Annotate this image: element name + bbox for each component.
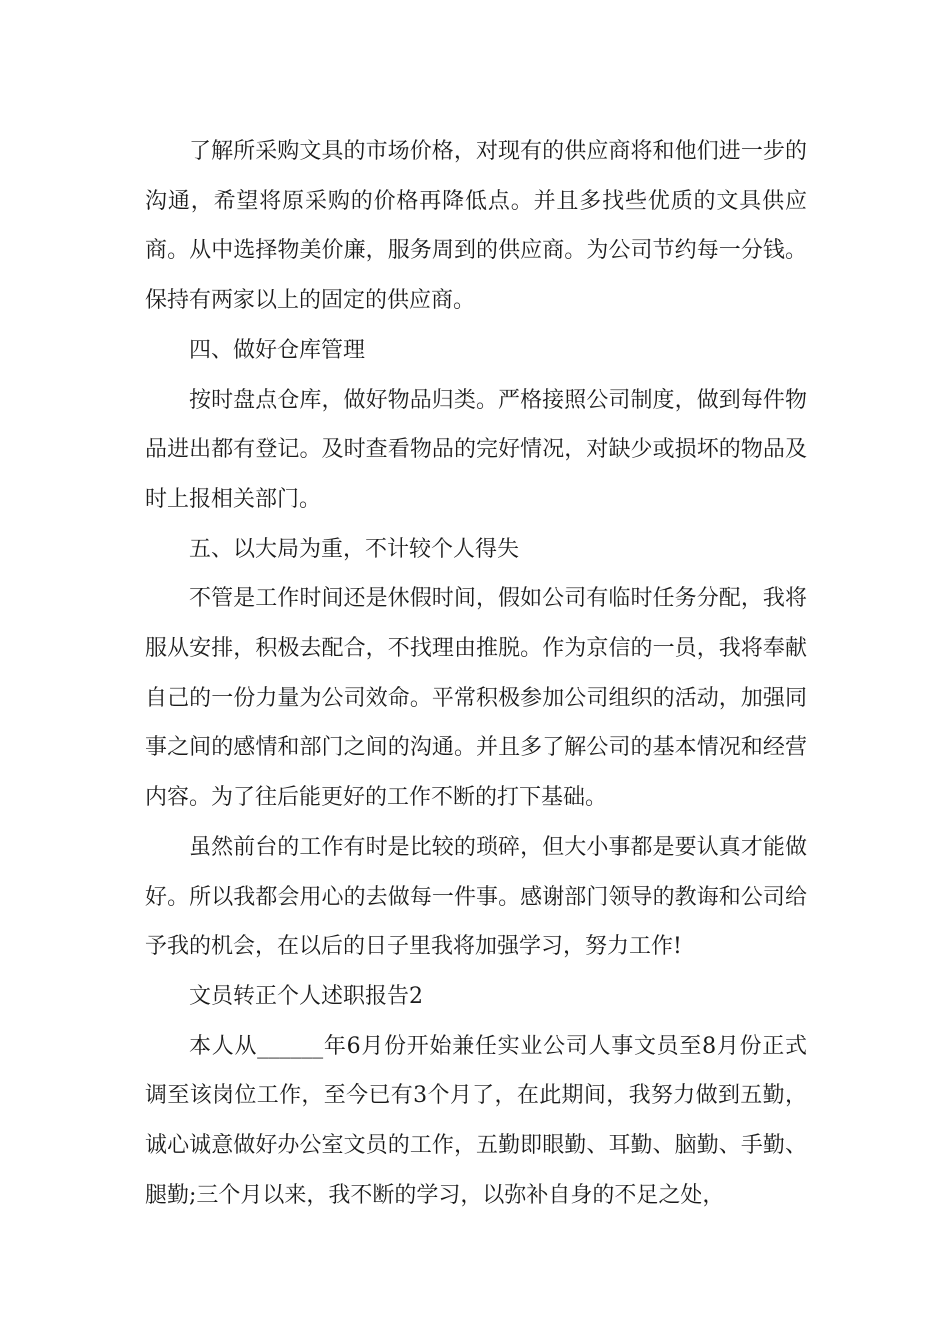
document-body — [145, 127, 807, 1220]
report-title-2: 文员转正个人述职报告2 — [189, 983, 423, 1009]
paragraph-supplier-pricing: 了解所采购文具的市场价格，对现有的供应商将和他们进一步的沟通，希望将原采购的价格再降低点。并且多找些优质的文具供应商。从中选择物美价廉，服务周到的供应商。为公司节约每一分钱。保持有两家以上的固定的供应商。 — [145, 139, 807, 314]
section-heading-big-picture: 五、以大局为重，不计较个人得失 — [189, 536, 520, 562]
paragraph-obey-arrangements: 不管是工作时间还是休假时间，假如公司有临时任务分配，我将服从安排，积极去配合，不找理由推脱。作为京信的一员，我将奉献自己的一份力量为公司效命。平常积极参加公司组织的活动，加强同事之间的感情和部门之间的沟通。并且多了解公司的基本情况和经营内容。为了往后能更好的工作不断的打下基础。 — [145, 586, 807, 811]
paragraph-report-2-intro: 本人从______年6月份开始兼任实业公司人事文员至8月份正式调至该岗位工作，至今已有3个月了，在此期间，我努力做到五勤，诚心诚意做好办公室文员的工作，五勤即眼勤、耳勤、脑勤、手勤、腿勤;三个月以来，我不断的学习，以弥补自身的不足之处， — [145, 1033, 807, 1208]
paragraph-front-desk-work: 虽然前台的工作有时是比较的琐碎，但大小事都是要认真才能做好。所以我都会用心的去做每一件事。感谢部门领导的教诲和公司给予我的机会，在以后的日子里我将加强学习，努力工作! — [145, 834, 807, 960]
paragraph-warehouse-management: 按时盘点仓库，做好物品归类。严格接照公司制度，做到每件物品进出都有登记。及时查看物品的完好情况，对缺少或损坏的物品及时上报相关部门。 — [145, 387, 807, 512]
section-heading-warehouse: 四、做好仓库管理 — [189, 337, 366, 363]
